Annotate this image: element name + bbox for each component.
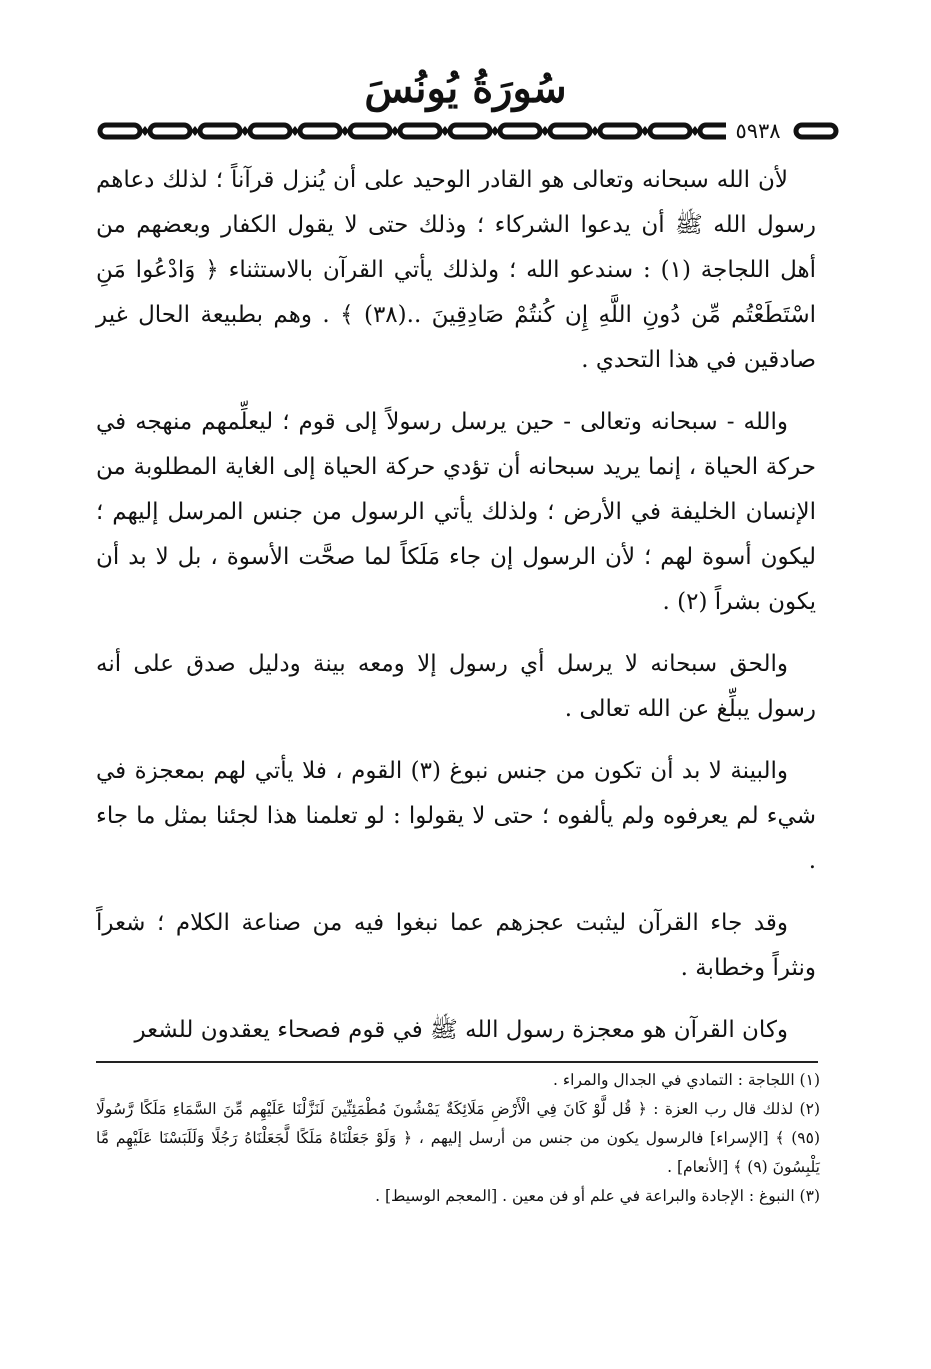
paragraph-2: والله - سبحانه وتعالى - حين يرسل رسولاً إلى قوم ؛ ليعلِّمهم منهجه في حركة الحياة ، إنما يريد سبحانه أن تؤدي حركة الحياة إلى الغاية المطلوبة من الإنسان الخليفة في الأرض ؛ ولذلك يأتي الرسول من جنس المرسل إليهم ؛ ليكون أسوة لهم ؛ لأن الرسول إن جاء مَلَكاً لما صحَّت الأسوة ، بل لا بد أن يكون بشراً (٢) . bbox=[96, 409, 816, 615]
surah-title: سُورَةُ يُونُسَ bbox=[364, 65, 567, 112]
main-text bbox=[96, 158, 816, 1070]
paragraph-6: وكان القرآن هو معجزة رسول الله ﷺ في قوم فصحاء يعقدون للشعر bbox=[134, 1017, 788, 1043]
page-number: ٥٩٣٨ bbox=[726, 118, 790, 144]
paragraph-3: والحق سبحانه لا يرسل أي رسول إلا ومعه بينة ودليل صدق على أنه رسول يبلِّغ عن الله تعالى . bbox=[96, 651, 816, 722]
paragraph-5: وقد جاء القرآن ليثبت عجزهم عما نبغوا فيه من صناعة الكلام ؛ شعراً ونثراً وخطابة . bbox=[96, 910, 816, 981]
paragraph-1: لأن الله سبحانه وتعالى هو القادر الوحيد على أن يُنزل قرآناً ؛ لذلك دعاهم رسول الله ﷺ أن يدعوا الشركاء ؛ وذلك حتى لا يقول الكفار وبعضهم من أهل اللجاجة (١) : سندعو الله ؛ ولذلك يأتي القرآن بالاستثناء ﴿ وَادْعُوا مَنِ اسْتَطَعْتُم مِّن دُونِ اللَّهِ إِن كُنتُمْ صَادِقِينَ ..(٣٨) ﴾ . وهم بطبيعة الحال غير صادقين في هذا التحدي . bbox=[96, 167, 817, 373]
paragraph-4: والبينة لا بد أن تكون من جنس نبوغ (٣) القوم ، فلا يأتي لهم بمعجزة في شيء لم يعرفوه ولم يألفوه ؛ حتى لا يقولوا : لو تعلمنا هذا لجئنا بمثل ما جاء . bbox=[96, 758, 816, 874]
footnote-2: (٢) لذلك قال رب العزة : ﴿ قُل لَّوْ كَانَ فِي الْأَرْضِ مَلَائِكَةٌ يَمْشُونَ مُطْمَئِنِّينَ لَنَزَّلْنَا عَلَيْهِم مِّنَ السَّمَاءِ مَلَكًا رَّسُولًا (٩٥) ﴾ [الإسراء] فالرسول يكون من جنس من أرسل إليهم ، ﴿ وَلَوْ جَعَلْنَاهُ مَلَكًا لَّجَعَلْنَاهُ رَجُلًا وَلَلَبَسْنَا عَلَيْهِم مَّا يَلْبِسُونَ (٩) ﴾ [الأنعام] . bbox=[96, 1100, 820, 1176]
footnote-1: (١) اللجاجة : التمادي في الجدال والمراء . bbox=[553, 1071, 820, 1089]
footnote-3: (٣) النبوغ : الإجادة والبراعة في علم أو فن معين . [المعجم الوسيط] . bbox=[375, 1187, 820, 1205]
footnotes bbox=[96, 1066, 820, 1211]
footnote-divider bbox=[96, 1061, 818, 1063]
